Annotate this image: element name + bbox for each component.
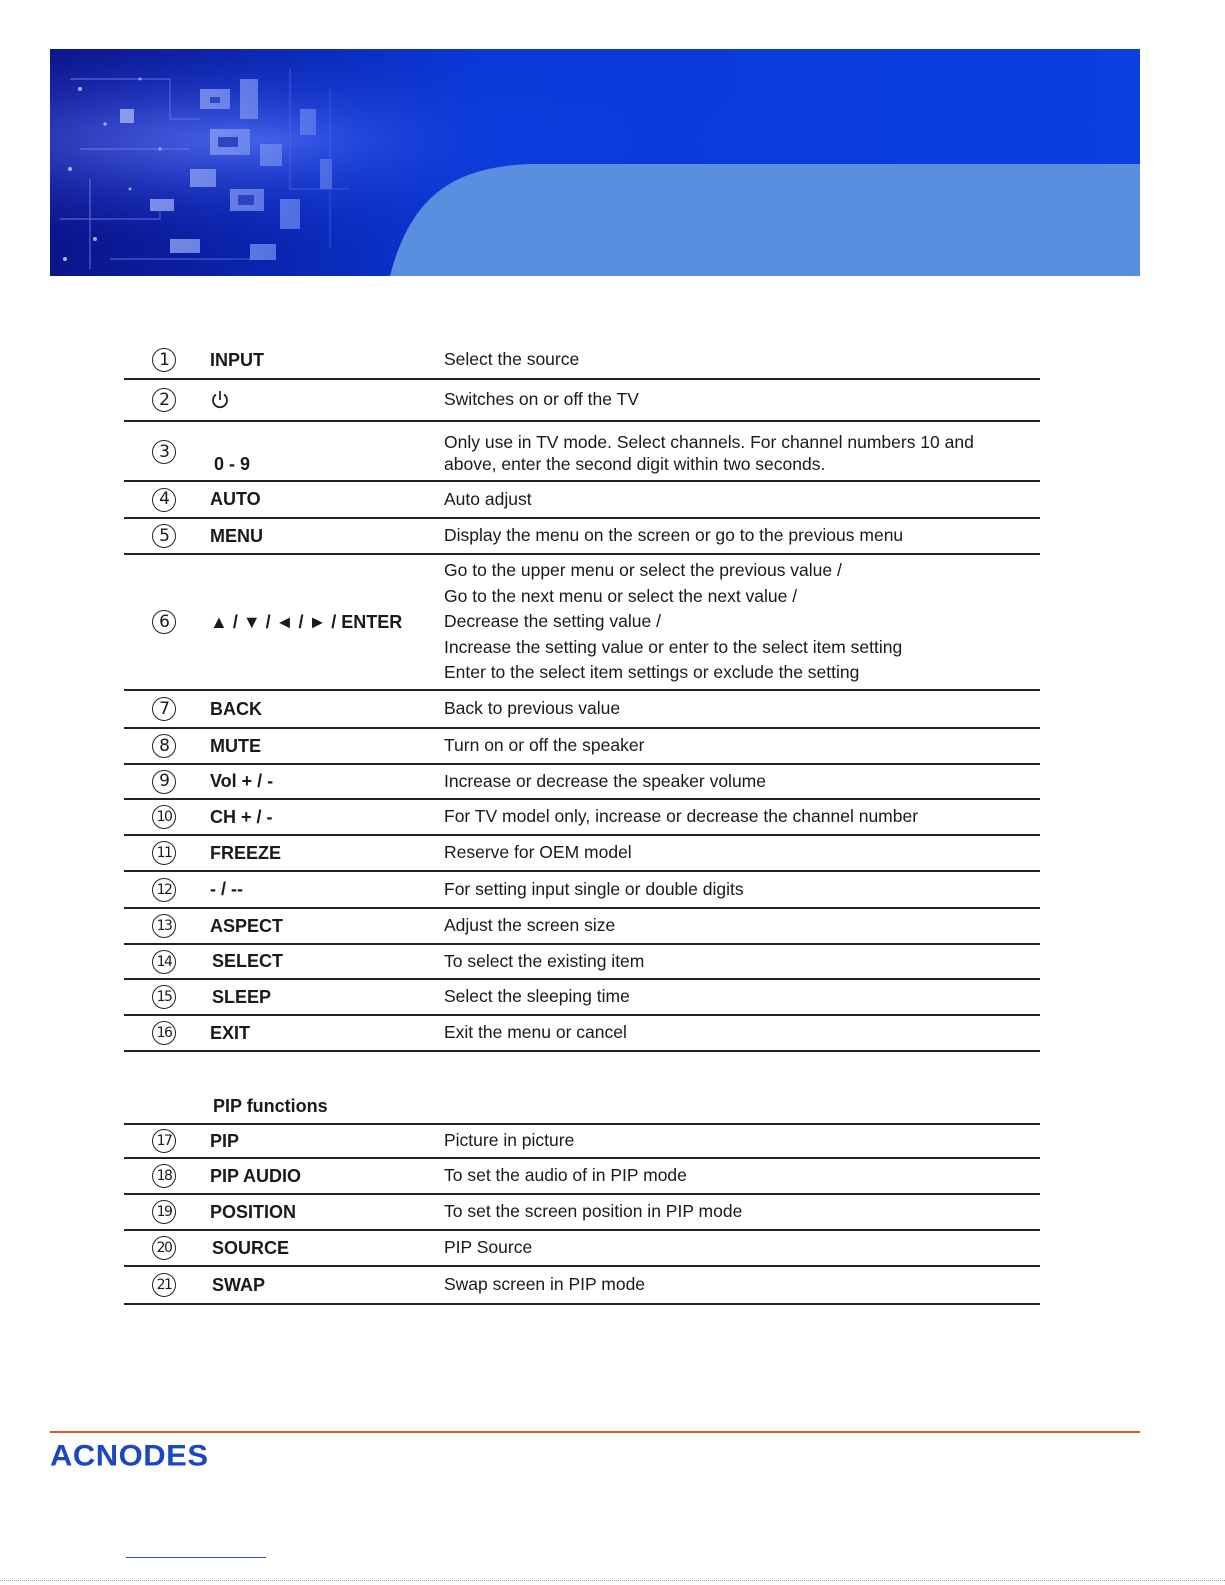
key-description: To set the audio of in PIP mode bbox=[444, 1165, 687, 1186]
key-description: Go to the next menu or select the next value / bbox=[444, 585, 798, 606]
key-description: Auto adjust bbox=[444, 488, 532, 509]
table-row bbox=[124, 1195, 1040, 1231]
row-number: 4 bbox=[152, 488, 176, 512]
key-description: Back to previous value bbox=[444, 698, 621, 719]
key-name: Vol + / - bbox=[210, 771, 274, 791]
key-name: FREEZE bbox=[210, 842, 282, 863]
key-description: Go to the upper menu or select the previous value / bbox=[444, 560, 842, 581]
key-name: SWAP bbox=[212, 1274, 266, 1295]
table-row bbox=[124, 691, 1040, 729]
key-description: For setting input single or double digits bbox=[444, 878, 744, 899]
table-row bbox=[124, 765, 1040, 800]
key-name: MENU bbox=[210, 525, 263, 546]
key-name: PIP bbox=[210, 1130, 240, 1151]
acnodes-logo: ACNODES bbox=[50, 1438, 209, 1473]
key-description: Decrease the setting value / bbox=[444, 611, 661, 632]
table-row bbox=[124, 980, 1040, 1016]
key-description: To set the screen position in PIP mode bbox=[444, 1201, 743, 1222]
row-number: 6 bbox=[152, 610, 176, 634]
row-number: 17 bbox=[152, 1129, 176, 1153]
row-number: 3 bbox=[152, 440, 176, 464]
key-name: MUTE bbox=[210, 735, 261, 756]
key-name: PIP AUDIO bbox=[210, 1165, 302, 1186]
key-description: Switches on or off the TV bbox=[444, 389, 639, 410]
table-row bbox=[124, 872, 1040, 909]
header-banner bbox=[50, 49, 1140, 276]
key-description: Only use in TV mode. Select channels. For channel numbers 10 and bbox=[444, 432, 974, 452]
pip-section-title: PIP functions bbox=[213, 1096, 328, 1116]
table-row bbox=[124, 422, 1040, 482]
row-number: 16 bbox=[152, 1021, 176, 1045]
footer-link-underline bbox=[126, 1557, 266, 1558]
table-row bbox=[124, 800, 1040, 836]
row-number: 21 bbox=[152, 1273, 176, 1297]
footer-divider bbox=[50, 1431, 1140, 1433]
key-name: BACK bbox=[210, 698, 262, 719]
table-row bbox=[124, 1123, 1040, 1159]
row-number: 1 bbox=[152, 348, 176, 372]
row-number: 14 bbox=[152, 950, 176, 974]
key-description: To select the existing item bbox=[444, 950, 645, 971]
table-row bbox=[124, 555, 1040, 691]
row-number: 9 bbox=[152, 770, 176, 794]
table-row bbox=[124, 519, 1040, 555]
row-number: 13 bbox=[152, 914, 176, 938]
row-number: 12 bbox=[152, 878, 176, 902]
key-description: For TV model only, increase or decrease the channel number bbox=[444, 806, 919, 827]
key-description: Turn on or off the speaker bbox=[444, 735, 645, 756]
row-number: 10 bbox=[152, 805, 176, 829]
key-description: Increase the setting value or enter to the select item setting bbox=[444, 636, 903, 657]
key-description: Display the menu on the screen or go to the previous menu bbox=[444, 525, 904, 546]
table-row bbox=[124, 909, 1040, 945]
table-row bbox=[124, 482, 1040, 519]
power-icon bbox=[210, 389, 230, 411]
key-description: PIP Source bbox=[444, 1237, 533, 1258]
table-row bbox=[124, 342, 1040, 380]
key-description: Exit the menu or cancel bbox=[444, 1022, 627, 1043]
table-row bbox=[124, 1267, 1040, 1305]
table-row bbox=[124, 1159, 1040, 1195]
key-description: Picture in picture bbox=[444, 1130, 575, 1151]
page-edge-rule bbox=[0, 1580, 1225, 1581]
table-row bbox=[124, 380, 1040, 422]
key-description: above, enter the second digit within two seconds. bbox=[444, 454, 826, 474]
table-row bbox=[124, 945, 1040, 980]
circuit-board-graphic bbox=[50, 49, 1140, 276]
row-number: 7 bbox=[152, 697, 176, 721]
key-name: CH + / - bbox=[210, 806, 273, 827]
row-number: 18 bbox=[152, 1164, 176, 1188]
key-name: POSITION bbox=[210, 1201, 297, 1222]
row-number: 2 bbox=[152, 388, 176, 412]
key-description: Reserve for OEM model bbox=[444, 842, 632, 863]
table-row bbox=[124, 729, 1040, 765]
key-name: INPUT bbox=[210, 349, 264, 370]
row-number: 11 bbox=[152, 841, 176, 865]
key-description: Enter to the select item settings or exclude the setting bbox=[444, 662, 860, 683]
key-name: SELECT bbox=[212, 951, 284, 971]
row-number: 5 bbox=[152, 524, 176, 548]
row-number: 15 bbox=[152, 985, 176, 1009]
pip-functions-table bbox=[124, 1123, 1040, 1305]
key-description: Swap screen in PIP mode bbox=[444, 1274, 646, 1295]
key-description: Increase or decrease the speaker volume bbox=[444, 770, 766, 791]
key-name: ASPECT bbox=[210, 915, 284, 936]
key-description: Select the sleeping time bbox=[444, 986, 630, 1007]
key-description: Adjust the screen size bbox=[444, 915, 616, 936]
key-name: SOURCE bbox=[212, 1237, 290, 1258]
row-number: 8 bbox=[152, 734, 176, 758]
table-row bbox=[124, 836, 1040, 872]
key-name: ▲ / ▼ / ◄ / ► / ENTER bbox=[210, 611, 403, 632]
key-name: AUTO bbox=[210, 489, 261, 509]
key-name: 0 - 9 bbox=[214, 454, 251, 474]
row-number: 19 bbox=[152, 1200, 176, 1224]
key-name: SLEEP bbox=[212, 986, 272, 1007]
table-row bbox=[124, 1231, 1040, 1267]
remote-buttons-table bbox=[124, 342, 1040, 1052]
key-name: EXIT bbox=[210, 1022, 251, 1043]
table-row bbox=[124, 1016, 1040, 1052]
key-name: - / -- bbox=[210, 879, 243, 899]
key-description: Select the source bbox=[444, 349, 580, 370]
row-number: 20 bbox=[152, 1236, 176, 1260]
